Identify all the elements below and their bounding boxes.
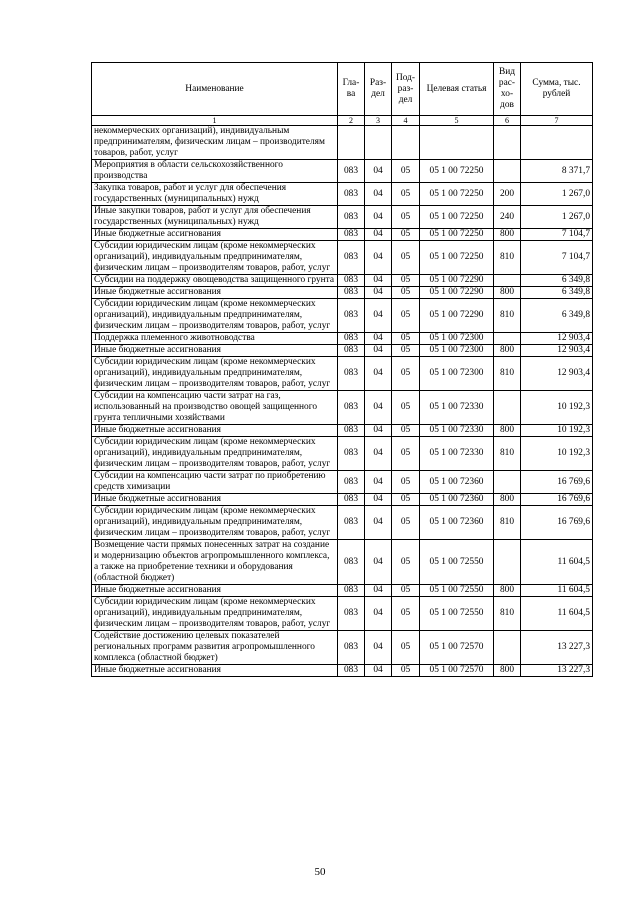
- cell-exptype: 200: [494, 183, 521, 206]
- cell-name: Иные бюджетные ассигнования: [92, 665, 338, 677]
- cell-sum: 11 604,5: [521, 597, 593, 631]
- cell-name: Иные закупки товаров, работ и услуг для обеспечения государственных (муниципальных) нужд: [92, 206, 338, 229]
- table-row: [92, 585, 593, 597]
- cell-sum: 1 267,0: [521, 206, 593, 229]
- table-row: [92, 506, 593, 540]
- cell-razdel: 04: [365, 471, 392, 494]
- cell-glava: [338, 126, 365, 160]
- cell-name: Субсидии юридическим лицам (кроме некоммерческих организаций), индивидуальным предпринимателям, физическим лицам – производителям товаров, работ, услуг: [92, 506, 338, 540]
- cell-exptype: 810: [494, 357, 521, 391]
- cell-glava: 083: [338, 357, 365, 391]
- cell-podrazdel: 05: [392, 229, 420, 241]
- cell-article: 05 1 00 72570: [420, 631, 494, 665]
- cell-podrazdel: 05: [392, 275, 420, 287]
- cell-glava: 083: [338, 299, 365, 333]
- cell-exptype: 810: [494, 437, 521, 471]
- header-sum: Сумма, тыс. рублей: [521, 63, 593, 116]
- cell-exptype: 810: [494, 506, 521, 540]
- cell-podrazdel: 05: [392, 506, 420, 540]
- col-number: 3: [365, 116, 392, 126]
- cell-razdel: [365, 126, 392, 160]
- cell-article: 05 1 00 72300: [420, 345, 494, 357]
- cell-podrazdel: 05: [392, 665, 420, 677]
- cell-podrazdel: 05: [392, 631, 420, 665]
- table-row: [92, 333, 593, 345]
- cell-exptype: 800: [494, 287, 521, 299]
- cell-razdel: 04: [365, 357, 392, 391]
- table-row: [92, 357, 593, 391]
- cell-sum: 10 192,3: [521, 437, 593, 471]
- cell-article: 05 1 00 72250: [420, 183, 494, 206]
- cell-razdel: 04: [365, 631, 392, 665]
- cell-razdel: 04: [365, 665, 392, 677]
- cell-exptype: 240: [494, 206, 521, 229]
- cell-sum: 12 903,4: [521, 345, 593, 357]
- cell-name: Субсидии юридическим лицам (кроме некоммерческих организаций), индивидуальным предпринимателям, физическим лицам – производителям товаров, работ, услуг: [92, 597, 338, 631]
- cell-article: 05 1 00 72360: [420, 494, 494, 506]
- header-row: [92, 63, 593, 116]
- cell-article: 05 1 00 72550: [420, 585, 494, 597]
- table-row: [92, 437, 593, 471]
- cell-sum: 7 104,7: [521, 229, 593, 241]
- cell-name: Закупка товаров, работ и услуг для обеспечения государственных (муниципальных) нужд: [92, 183, 338, 206]
- cell-name: Иные бюджетные ассигнования: [92, 287, 338, 299]
- cell-razdel: 04: [365, 229, 392, 241]
- cell-sum: 16 769,6: [521, 494, 593, 506]
- table-row: [92, 597, 593, 631]
- cell-glava: 083: [338, 585, 365, 597]
- cell-razdel: 04: [365, 425, 392, 437]
- cell-name: Содействие достижению целевых показателей региональных программ развития агропромышленного комплекса (областной бюджет): [92, 631, 338, 665]
- cell-name: Субсидии юридическим лицам (кроме некоммерческих организаций), индивидуальным предпринимателям, физическим лицам – производителям товаров, работ, услуг: [92, 357, 338, 391]
- cell-glava: 083: [338, 206, 365, 229]
- cell-name: Иные бюджетные ассигнования: [92, 229, 338, 241]
- cell-article: 05 1 00 72330: [420, 425, 494, 437]
- budget-table: [91, 62, 593, 677]
- cell-razdel: 04: [365, 241, 392, 275]
- table-row: [92, 631, 593, 665]
- cell-podrazdel: 05: [392, 206, 420, 229]
- cell-name: Поддержка племенного животноводства: [92, 333, 338, 345]
- cell-sum: 16 769,6: [521, 471, 593, 494]
- cell-article: 05 1 00 72290: [420, 275, 494, 287]
- cell-razdel: 04: [365, 391, 392, 425]
- header-glava: Гла-ва: [338, 63, 365, 116]
- cell-exptype: [494, 160, 521, 183]
- col-number: 4: [392, 116, 420, 126]
- header-article: Целевая статья: [420, 63, 494, 116]
- table-row: [92, 160, 593, 183]
- cell-razdel: 04: [365, 206, 392, 229]
- cell-exptype: [494, 540, 521, 585]
- cell-podrazdel: 05: [392, 391, 420, 425]
- cell-podrazdel: 05: [392, 597, 420, 631]
- cell-article: 05 1 00 72250: [420, 206, 494, 229]
- cell-sum: 12 903,4: [521, 333, 593, 345]
- cell-glava: 083: [338, 540, 365, 585]
- cell-razdel: 04: [365, 160, 392, 183]
- table-body: [92, 126, 593, 677]
- cell-sum: 6 349,8: [521, 299, 593, 333]
- col-number: 2: [338, 116, 365, 126]
- table-row: [92, 183, 593, 206]
- header-razdel: Раз-дел: [365, 63, 392, 116]
- cell-name: некоммерческих организаций), индивидуальным предпринимателям, физическим лицам – производителям товаров, работ, услуг: [92, 126, 338, 160]
- cell-razdel: 04: [365, 437, 392, 471]
- cell-podrazdel: [392, 126, 420, 160]
- cell-podrazdel: 05: [392, 540, 420, 585]
- header-podrazdel: Под-раз-дел: [392, 63, 420, 116]
- cell-article: 05 1 00 72570: [420, 665, 494, 677]
- cell-exptype: [494, 631, 521, 665]
- cell-glava: 083: [338, 471, 365, 494]
- cell-podrazdel: 05: [392, 494, 420, 506]
- cell-article: 05 1 00 72290: [420, 299, 494, 333]
- cell-glava: 083: [338, 229, 365, 241]
- cell-razdel: 04: [365, 333, 392, 345]
- cell-exptype: 800: [494, 345, 521, 357]
- table-row: [92, 206, 593, 229]
- cell-article: 05 1 00 72300: [420, 357, 494, 391]
- table-row: [92, 287, 593, 299]
- cell-glava: 083: [338, 631, 365, 665]
- table-row: [92, 126, 593, 160]
- cell-exptype: 800: [494, 494, 521, 506]
- cell-exptype: 800: [494, 425, 521, 437]
- cell-glava: 083: [338, 437, 365, 471]
- table-row: [92, 471, 593, 494]
- cell-article: 05 1 00 72550: [420, 540, 494, 585]
- cell-glava: 083: [338, 333, 365, 345]
- cell-name: Субсидии юридическим лицам (кроме некоммерческих организаций), индивидуальным предпринимателям, физическим лицам – производителям товаров, работ, услуг: [92, 241, 338, 275]
- table-row: [92, 425, 593, 437]
- cell-razdel: 04: [365, 299, 392, 333]
- cell-razdel: 04: [365, 287, 392, 299]
- cell-sum: 10 192,3: [521, 425, 593, 437]
- table-row: [92, 391, 593, 425]
- cell-sum: 6 349,8: [521, 275, 593, 287]
- cell-name: Субсидии юридическим лицам (кроме некоммерческих организаций), индивидуальным предпринимателям, физическим лицам – производителям товаров, работ, услуг: [92, 299, 338, 333]
- cell-sum: 10 192,3: [521, 391, 593, 425]
- cell-razdel: 04: [365, 506, 392, 540]
- cell-article: 05 1 00 72290: [420, 287, 494, 299]
- cell-exptype: [494, 391, 521, 425]
- cell-article: 05 1 00 72250: [420, 160, 494, 183]
- col-number: 6: [494, 116, 521, 126]
- cell-article: 05 1 00 72300: [420, 333, 494, 345]
- cell-glava: 083: [338, 241, 365, 275]
- cell-podrazdel: 05: [392, 437, 420, 471]
- cell-exptype: 800: [494, 229, 521, 241]
- cell-podrazdel: 05: [392, 299, 420, 333]
- cell-podrazdel: 05: [392, 345, 420, 357]
- cell-podrazdel: 05: [392, 357, 420, 391]
- table-row: [92, 665, 593, 677]
- cell-glava: 083: [338, 345, 365, 357]
- cell-sum: 1 267,0: [521, 183, 593, 206]
- cell-exptype: [494, 333, 521, 345]
- cell-razdel: 04: [365, 275, 392, 287]
- table-row: [92, 494, 593, 506]
- cell-article: 05 1 00 72330: [420, 437, 494, 471]
- cell-exptype: 810: [494, 597, 521, 631]
- cell-name: Субсидии на поддержку овощеводства защищенного грунта: [92, 275, 338, 287]
- cell-exptype: [494, 126, 521, 160]
- cell-glava: 083: [338, 160, 365, 183]
- col-number: 5: [420, 116, 494, 126]
- cell-sum: 13 227,3: [521, 665, 593, 677]
- cell-glava: 083: [338, 183, 365, 206]
- cell-sum: [521, 126, 593, 160]
- header-exptype: Вид рас-хо-дов: [494, 63, 521, 116]
- cell-podrazdel: 05: [392, 585, 420, 597]
- cell-razdel: 04: [365, 585, 392, 597]
- cell-sum: 13 227,3: [521, 631, 593, 665]
- table-row: [92, 241, 593, 275]
- cell-podrazdel: 05: [392, 425, 420, 437]
- cell-name: Иные бюджетные ассигнования: [92, 345, 338, 357]
- cell-razdel: 04: [365, 597, 392, 631]
- cell-glava: 083: [338, 391, 365, 425]
- cell-exptype: 810: [494, 299, 521, 333]
- header-name: Наименование: [92, 63, 338, 116]
- cell-podrazdel: 05: [392, 287, 420, 299]
- cell-sum: 8 371,7: [521, 160, 593, 183]
- cell-glava: 083: [338, 665, 365, 677]
- cell-name: Субсидии юридическим лицам (кроме некоммерческих организаций), индивидуальным предпринимателям, физическим лицам – производителям товаров, работ, услуг: [92, 437, 338, 471]
- cell-sum: 16 769,6: [521, 506, 593, 540]
- cell-name: Иные бюджетные ассигнования: [92, 425, 338, 437]
- cell-exptype: 810: [494, 241, 521, 275]
- cell-name: Иные бюджетные ассигнования: [92, 494, 338, 506]
- cell-sum: 6 349,8: [521, 287, 593, 299]
- cell-sum: 12 903,4: [521, 357, 593, 391]
- cell-article: 05 1 00 72550: [420, 597, 494, 631]
- cell-article: 05 1 00 72330: [420, 391, 494, 425]
- cell-podrazdel: 05: [392, 183, 420, 206]
- cell-razdel: 04: [365, 540, 392, 585]
- cell-glava: 083: [338, 494, 365, 506]
- cell-article: 05 1 00 72250: [420, 229, 494, 241]
- cell-article: 05 1 00 72360: [420, 506, 494, 540]
- column-numbers-row: [92, 116, 593, 126]
- cell-sum: 7 104,7: [521, 241, 593, 275]
- cell-article: 05 1 00 72360: [420, 471, 494, 494]
- table-row: [92, 275, 593, 287]
- cell-podrazdel: 05: [392, 241, 420, 275]
- table-row: [92, 299, 593, 333]
- cell-glava: 083: [338, 275, 365, 287]
- cell-exptype: 800: [494, 665, 521, 677]
- cell-sum: 11 604,5: [521, 585, 593, 597]
- cell-name: Субсидии на компенсацию части затрат по приобретению средств химизации: [92, 471, 338, 494]
- cell-exptype: [494, 275, 521, 287]
- cell-name: Возмещение части прямых понесенных затрат на создание и модернизацию объектов агропромышленного комплекса, а также на приобретение техники и оборудования (областной бюджет): [92, 540, 338, 585]
- cell-podrazdel: 05: [392, 471, 420, 494]
- table-row: [92, 540, 593, 585]
- col-number: 1: [92, 116, 338, 126]
- cell-article: 05 1 00 72250: [420, 241, 494, 275]
- cell-article: [420, 126, 494, 160]
- cell-name: Иные бюджетные ассигнования: [92, 585, 338, 597]
- cell-name: Субсидии на компенсацию части затрат на газ, использованный на производство овощей защищенного грунта тепличными хозяйствами: [92, 391, 338, 425]
- col-number: 7: [521, 116, 593, 126]
- cell-glava: 083: [338, 425, 365, 437]
- cell-glava: 083: [338, 287, 365, 299]
- cell-podrazdel: 05: [392, 160, 420, 183]
- cell-exptype: [494, 471, 521, 494]
- cell-razdel: 04: [365, 494, 392, 506]
- cell-podrazdel: 05: [392, 333, 420, 345]
- cell-glava: 083: [338, 506, 365, 540]
- table-row: [92, 345, 593, 357]
- cell-razdel: 04: [365, 183, 392, 206]
- cell-sum: 11 604,5: [521, 540, 593, 585]
- page-number: 50: [314, 866, 326, 878]
- table-row: [92, 229, 593, 241]
- cell-glava: 083: [338, 597, 365, 631]
- cell-exptype: 800: [494, 585, 521, 597]
- cell-razdel: 04: [365, 345, 392, 357]
- cell-name: Мероприятия в области сельскохозяйственного производства: [92, 160, 338, 183]
